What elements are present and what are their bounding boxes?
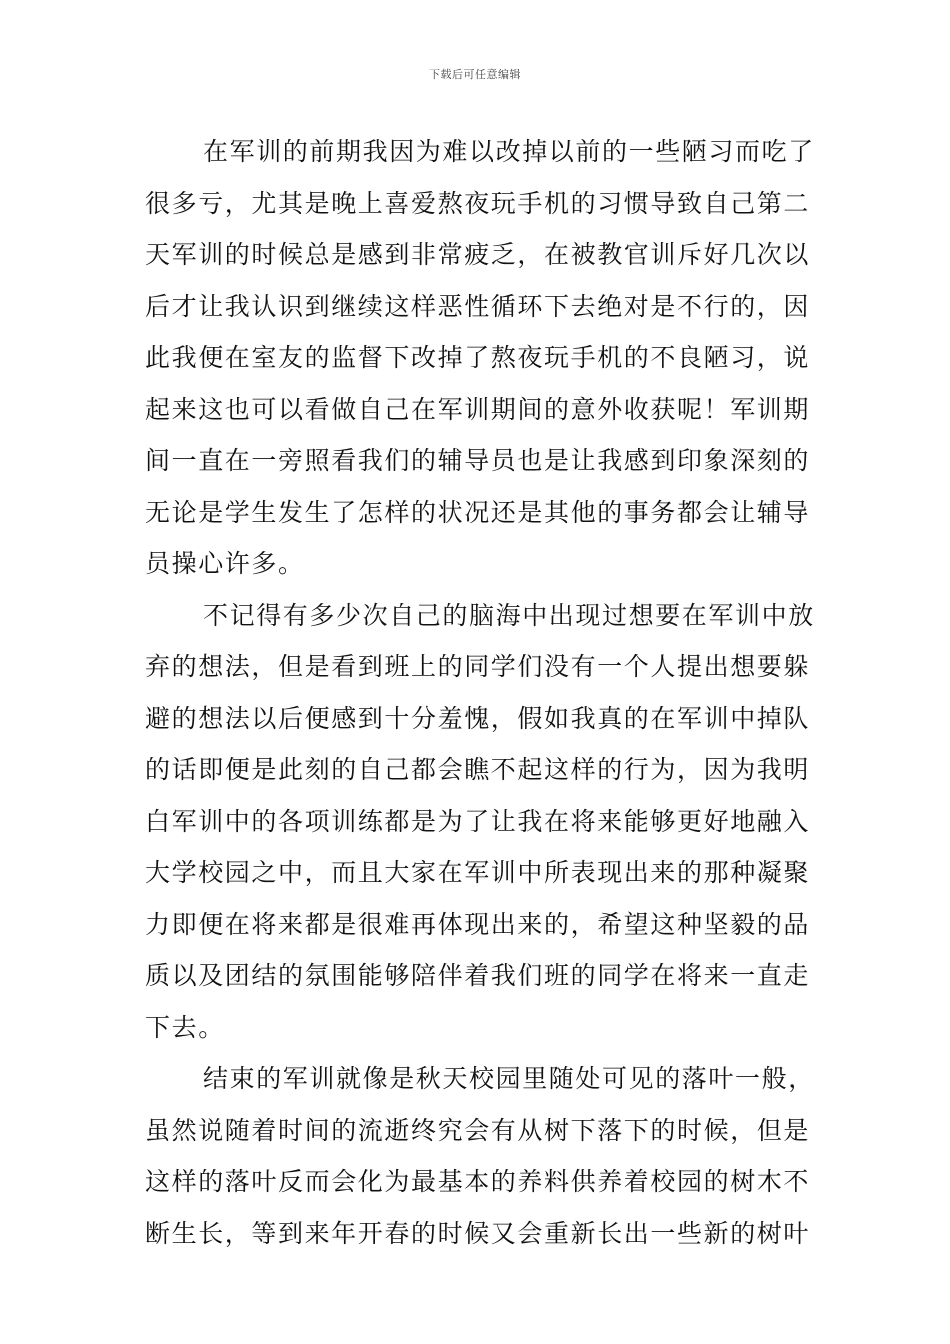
- text-line: 力即便在将来都是很难再体现出来的，希望这种坚毅的品: [145, 909, 811, 939]
- document-body: [145, 126, 815, 1259]
- text-line: 避的想法以后便感到十分羞愧，假如我真的在军训中掉队: [145, 703, 811, 733]
- page-header: 下载后可任意编辑: [429, 68, 521, 81]
- text-line: 很多亏，尤其是晚上喜爱熬夜玩手机的习惯导致自己第二: [145, 188, 811, 218]
- text-line: 起来这也可以看做自己在军训期间的意外收获呢！军训期: [145, 394, 811, 424]
- text-line: 天军训的时候总是感到非常疲乏，在被教官训斥好几次以: [145, 240, 811, 269]
- paragraph-1: [145, 126, 815, 590]
- text-line: 质以及团结的氛围能够陪伴着我们班的同学在将来一直走: [145, 961, 811, 990]
- text-line: 大学校园之中，而且大家在军训中所表现出来的那种凝聚: [145, 858, 811, 887]
- text-line: 的话即便是此刻的自己都会瞧不起这样的行为，因为我明: [145, 755, 811, 784]
- text-line: 无论是学生发生了怎样的状况还是其他的事务都会让辅导: [145, 497, 811, 527]
- text-line: 间一直在一旁照看我们的辅导员也是让我感到印象深刻的: [145, 446, 811, 475]
- paragraph-2: [145, 590, 815, 1054]
- text-line: 结束的军训就像是秋天校园里随处可见的落叶一般，: [203, 1064, 815, 1093]
- text-line: 这样的落叶反而会化为最基本的养料供养着校园的树木不: [145, 1167, 811, 1196]
- text-line: 此我便在室友的监督下改掉了熬夜玩手机的不良陋习，说: [145, 343, 811, 372]
- text-line: 下去。: [145, 1012, 225, 1042]
- paragraph-3: [145, 1053, 815, 1259]
- text-line: 弃的想法，但是看到班上的同学们没有一个人提出想要躲: [145, 652, 811, 681]
- text-line: 在军训的前期我因为难以改掉以前的一些陋习而吃了: [203, 137, 815, 166]
- text-line: 白军训中的各项训练都是为了让我在将来能够更好地融入: [145, 806, 811, 836]
- text-line: 不记得有多少次自己的脑海中出现过想要在军训中放: [203, 600, 815, 630]
- text-line: 后才让我认识到继续这样恶性循环下去绝对是不行的，因: [145, 291, 811, 321]
- text-line: 虽然说随着时间的流逝终究会有从树下落下的时候，但是: [145, 1115, 811, 1145]
- text-line: 断生长，等到来年开春的时候又会重新长出一些新的树叶: [145, 1218, 811, 1248]
- text-line: 员操心许多。: [145, 549, 305, 578]
